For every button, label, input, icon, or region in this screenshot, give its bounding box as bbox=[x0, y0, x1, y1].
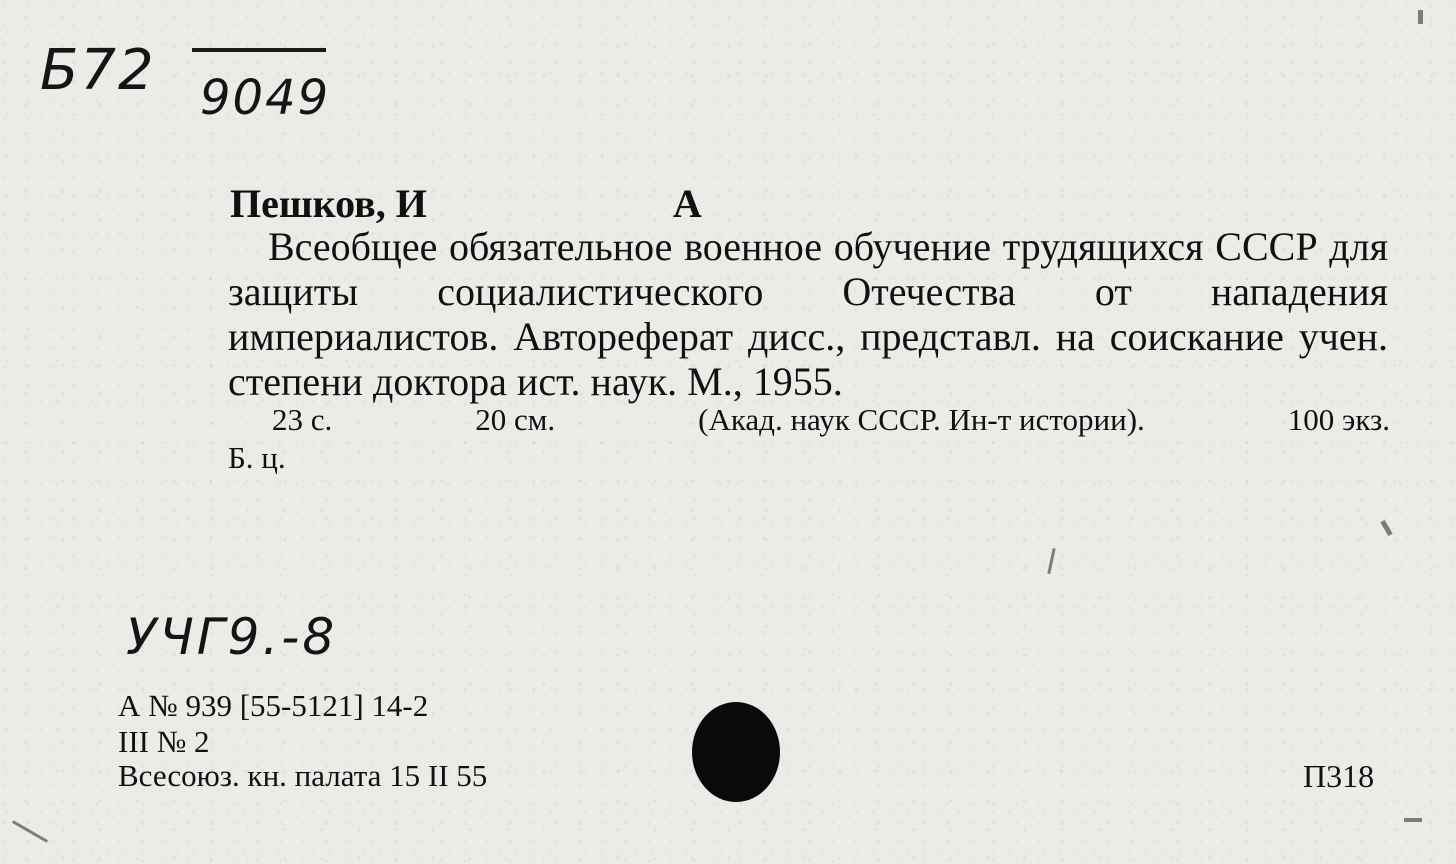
author-heading bbox=[230, 180, 702, 227]
series: (Акад. наук СССР. Ин-т истории). bbox=[698, 402, 1145, 437]
size: 20 см. bbox=[475, 402, 556, 437]
footer-line-1: А № 939 [55-5121] 14-2 bbox=[118, 688, 429, 723]
scan-speck bbox=[12, 820, 48, 843]
card-code: П318 bbox=[1303, 758, 1375, 794]
author-surname: Пешков, И bbox=[230, 181, 427, 226]
classification-code: УЧГ9.-8 bbox=[126, 608, 338, 666]
pages: 23 с. bbox=[272, 402, 333, 437]
physical-description bbox=[272, 402, 1390, 438]
shelfmark-fraction-bar bbox=[192, 48, 326, 52]
footer-line-2: III № 2 bbox=[118, 724, 210, 759]
price: Б. ц. bbox=[228, 440, 286, 475]
author-initial: А bbox=[672, 181, 702, 226]
shelfmark-prefix: Б72 bbox=[40, 38, 156, 103]
scan-speck bbox=[1380, 520, 1392, 536]
title-statement: Всеобщее обязательное военное обучение трудящихся СССР для защиты социалистического Отечества от нападения империалистов. Автореферат дисс., представл. на соискание учен. степени доктора ист. наук. М., 1955. bbox=[228, 224, 1388, 404]
copies: 100 экз. bbox=[1287, 402, 1390, 437]
punch-hole bbox=[692, 702, 780, 802]
scan-speck bbox=[1404, 818, 1422, 822]
scan-speck bbox=[1418, 10, 1423, 24]
bibliographic-description bbox=[228, 224, 1388, 404]
shelfmark-number: 9049 bbox=[200, 70, 331, 126]
footer-line-3: Всесоюз. кн. палата 15 II 55 bbox=[118, 758, 488, 793]
scan-speck bbox=[1047, 548, 1055, 574]
